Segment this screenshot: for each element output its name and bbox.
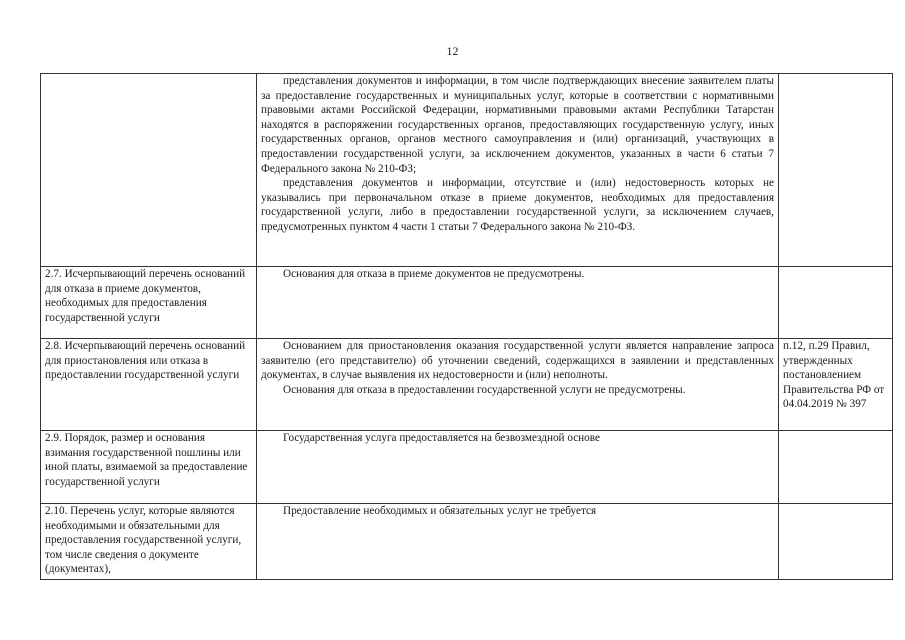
row-content <box>257 74 779 267</box>
row-content <box>257 339 779 431</box>
table-row <box>41 74 893 267</box>
table-row <box>41 339 893 431</box>
row-reference <box>779 431 893 504</box>
regulation-table <box>40 73 893 580</box>
row-label: 2.9. Порядок, размер и основания взимания государственной пошлины или иной платы, взимаемой за предоставление государственной услуги <box>41 431 257 504</box>
row-label: 2.8. Исчерпывающий перечень оснований для приостановления или отказа в предоставлении государственной услуги <box>41 339 257 431</box>
paragraph: Основанием для приостановления оказания государственной услуги является направление запроса заявителю (его представителю) об уточнении сведений, содержащихся в заявлении и представленных документах, в случае выявления их недостоверности и (или) неполноты. <box>261 340 774 382</box>
table-row <box>41 431 893 504</box>
table-row <box>41 267 893 339</box>
row-content <box>257 267 779 339</box>
row-content <box>257 431 779 504</box>
row-content <box>257 504 779 580</box>
paragraph: Государственная услуга предоставляется на безвозмездной основе <box>283 432 600 444</box>
row-label: 2.7. Исчерпывающий перечень оснований для отказа в приеме документов, необходимых для предоставления государственной услуги <box>41 267 257 339</box>
paragraph: представления документов и информации, в том числе подтверждающих внесение заявителем платы за предоставление государственных и муниципальных услуг, которые в соответствии с нормативными правовыми актами Российской Федерации, нормативными правовыми актами Республики Татарстан находятся в распоряжении государственных органов, предоставляющих государственную услугу, иных государственных органов, органов местного самоуправления и (или) организаций, участвующих в предоставлении государственной услуги, за исключением документов, указанных в части 6 статьи 7 Федерального закона № 210-ФЗ; <box>261 75 774 175</box>
row-reference: п.12, п.29 Правил, утвержденных постановлением Правительства РФ от 04.04.2019 № 397 <box>779 339 893 431</box>
table-row <box>41 504 893 580</box>
paragraph: Основания для отказа в приеме документов не предусмотрены. <box>283 268 585 280</box>
paragraph: Предоставление необходимых и обязательных услуг не требуется <box>283 505 597 517</box>
paragraph: Основания для отказа в предоставлении государственной услуги не предусмотрены. <box>283 383 686 396</box>
row-reference <box>779 267 893 339</box>
paragraph: представления документов и информации, отсутствие и (или) недостоверность которых не указывались при первоначальном отказе в приеме документов, необходимых для предоставления государственной услуги, либо в предоставлении государственной услуги, за исключением случаев, предусмотренных пунктом 4 части 1 статьи 7 Федерального закона № 210-ФЗ. <box>261 177 774 233</box>
row-label: 2.10. Перечень услуг, которые являются необходимыми и обязательными для предоставления государственной услуги, том числе сведения о документе (документах), <box>41 504 257 580</box>
row-label <box>41 74 257 267</box>
page-number: 12 <box>446 44 459 58</box>
row-reference <box>779 504 893 580</box>
row-reference <box>779 74 893 267</box>
